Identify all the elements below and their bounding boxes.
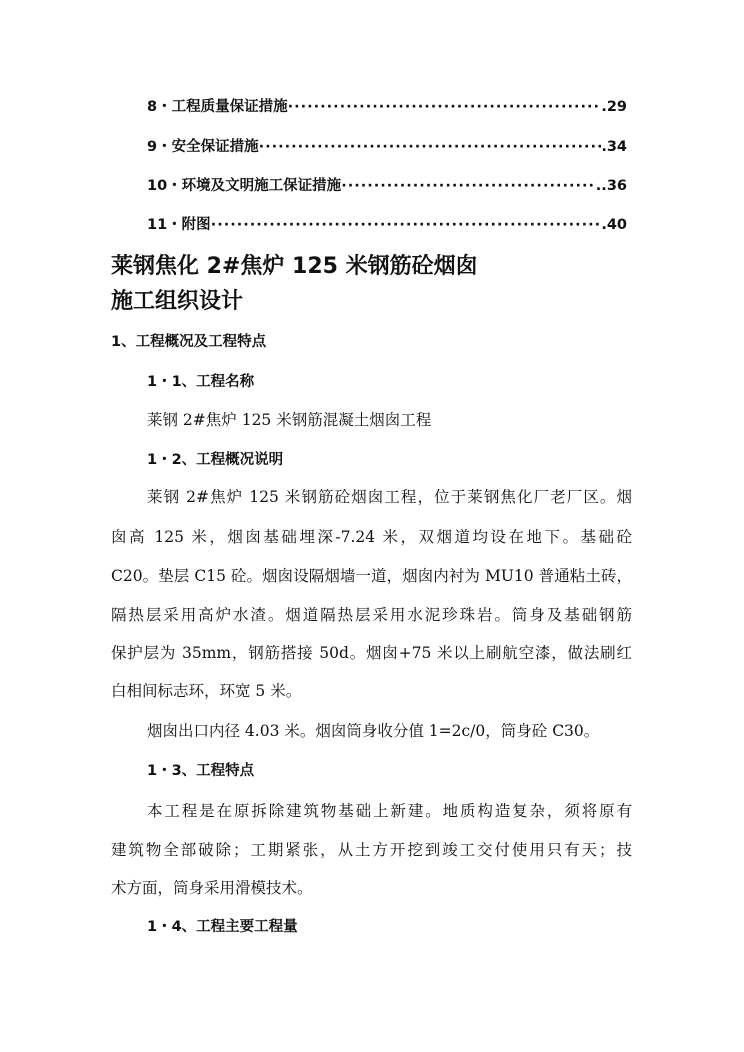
body-line: 本工程是在原拆除建筑物基础上新建。地质构造复杂，须将原有 xyxy=(147,802,632,820)
toc-entry[interactable] xyxy=(147,97,627,117)
body-line: C20。垫层 C15 砼。烟囱设隔烟墙一道，烟囱内衬为 MU10 普通粘土砖， xyxy=(111,567,632,585)
body-line: 莱钢 2#焦炉 125 米钢筋砼烟囱工程，位于莱钢焦化厂老厂区。烟 xyxy=(147,488,632,506)
body-text: 莱钢 2#焦炉 125 米钢筋混凝土烟囱工程 xyxy=(147,411,432,429)
body-text: 烟囱出口内径 4.03 米。烟囱筒身收分值 1=2c/0，筒身砼 C30。 xyxy=(147,722,600,740)
toc-page: .29 xyxy=(601,99,627,115)
document-title: 施工组织设计 xyxy=(111,289,244,314)
body-line: 保护层为 35mm，钢筋搭接 50d。烟囱+75 米以上刷航空漆，做法刷红 xyxy=(111,644,632,662)
toc-leader xyxy=(288,97,602,117)
document-title: 莱钢焦化 2#焦炉 125 米钢筋砼烟囱 xyxy=(111,254,478,279)
body-line: 白相间标志环，环宽 5 米。 xyxy=(111,682,302,700)
toc-entry[interactable] xyxy=(147,215,627,235)
body-line: 建筑物全部破除；工期紧张，从土方开挖到竣工交付使用只有天；技 xyxy=(111,841,632,859)
subsection-heading: 1・4、工程主要工程量 xyxy=(147,919,298,935)
subsection-heading: 1・3、工程特点 xyxy=(147,763,255,779)
subsection-heading: 1・2、工程概况说明 xyxy=(147,452,284,468)
toc-entry[interactable] xyxy=(147,137,627,157)
body-line: 术方面，筒身采用滑模技术。 xyxy=(111,879,313,897)
toc-leader xyxy=(259,137,602,157)
body-line: 隔热层采用高炉水渣。烟道隔热层采用水泥珍珠岩。筒身及基础钢筋 xyxy=(111,606,632,624)
toc-page: .40 xyxy=(601,217,627,233)
toc-leader xyxy=(341,176,596,196)
toc-label: 11・附图 xyxy=(147,217,211,233)
body-line: 囱高 125 米，烟囱基础埋深-7.24 米，双烟道均设在地下。基础砼 xyxy=(111,528,632,546)
toc-page: .34 xyxy=(601,139,627,155)
subsection-heading: 1・1、工程名称 xyxy=(147,374,255,390)
toc-entry[interactable] xyxy=(147,176,627,196)
section-heading: 1、工程概况及工程特点 xyxy=(111,334,267,350)
toc-page: ..36 xyxy=(595,178,627,194)
toc-label: 8・工程质量保证措施 xyxy=(147,99,288,115)
toc-leader xyxy=(211,215,602,235)
toc-label: 10・环境及文明施工保证措施 xyxy=(147,178,342,194)
toc-label: 9・安全保证措施 xyxy=(147,139,259,155)
